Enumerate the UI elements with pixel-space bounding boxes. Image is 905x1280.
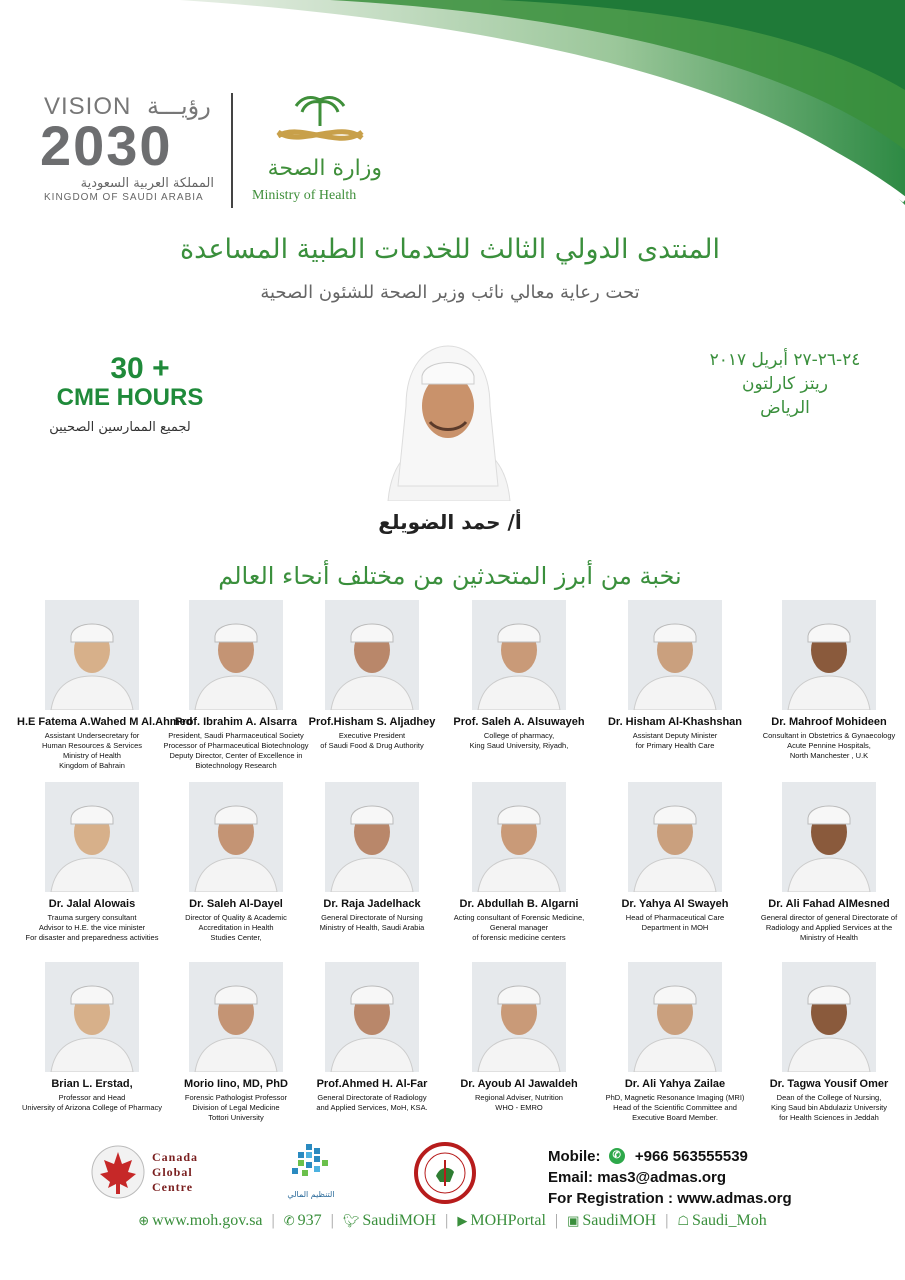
speaker-role-line: Head of the Scientific Committee and (613, 1103, 737, 1112)
vision-2030-logo (40, 92, 220, 212)
speaker-role-line: PhD, Magnetic Resonance Imaging (MRI) (605, 1093, 745, 1102)
speaker-role-line: Advisor to H.E. the vice minister (38, 923, 146, 932)
globe-icon: ⊕ (138, 1213, 150, 1229)
footer-divider: | (330, 1212, 334, 1230)
speaker-name: Dr. Yahya Al Swayeh (621, 898, 729, 910)
speaker-role-line: and Applied Services, MoH, KSA. (316, 1103, 428, 1112)
speaker-name: Dr. Ali Yahya Zailae (624, 1078, 726, 1090)
speaker-photo (628, 962, 722, 1072)
speaker-photo (189, 600, 283, 710)
footer-bar (0, 1212, 905, 1242)
speaker-role-line: Kingdom of Bahrain (59, 761, 125, 770)
speaker-card (297, 962, 447, 1132)
speaker-card (17, 782, 167, 952)
registration-label: For Registration : (548, 1190, 674, 1207)
speaker-role-line: University of Arizona College of Pharmacy (21, 1103, 163, 1112)
snapchat-icon: ☖ (677, 1213, 690, 1229)
twitter-icon: 🐦︎ (342, 1213, 360, 1229)
speaker-photo (189, 962, 283, 1072)
speaker-name: Prof.Ahmed H. Al-Far (316, 1078, 428, 1090)
moh-logo (248, 92, 388, 212)
speaker-name: Dr. Abdullah B. Algarni (459, 898, 579, 910)
speaker-role-line: Director of Quality & Academic (185, 913, 287, 922)
footer-facebook[interactable]: SaudiMOH (582, 1212, 657, 1230)
speaker-role-line: Forensic Pathologist Professor (184, 1093, 288, 1102)
tanzeem-label: التنظيم المالي (287, 1190, 335, 1199)
speakers-heading: نخبة من أبرز المتحدثين من مختلف أنحاء العالم (218, 562, 682, 590)
footer-divider: | (554, 1212, 559, 1230)
speaker-name: H.E Fatema A.Wahed M Al.Ahmed (17, 716, 193, 728)
speaker-card (297, 782, 447, 952)
speaker-role-line: Ministry of Health (800, 933, 858, 942)
facebook-icon: ▣ (567, 1213, 580, 1229)
speaker-role-line: Acute Pennine Hospitals, (787, 741, 871, 750)
speaker-role-line: Regional Adviser, Nutrition (475, 1093, 563, 1102)
cme-label: CME HOURS (56, 384, 204, 411)
vision-country-en: KINGDOM OF SAUDI ARABIA (44, 192, 204, 203)
event-dates: ٢٤-٢٦-٢٧ أبريل ٢٠١٧ (709, 350, 861, 370)
footer-divider: | (665, 1212, 669, 1230)
speaker-name: Dr. Hisham Al-Khashshan (607, 716, 743, 728)
speaker-card (444, 600, 594, 770)
speaker-name: Prof. Ibrahim A. Alsarra (174, 716, 298, 728)
speaker-card (600, 600, 750, 770)
sponsor-canada-line3: Centre (152, 1180, 194, 1194)
speaker-role-line: Ministry of Health, Saudi Arabia (319, 923, 425, 932)
speaker-role-line: of Saudi Food & Drug Authority (320, 741, 424, 750)
speaker-role-line: Accreditation in Health (198, 923, 274, 932)
speaker-role-line: for Primary Health Care (635, 741, 715, 750)
speaker-name: Dr. Saleh Al-Dayel (189, 898, 283, 910)
speaker-card (600, 962, 750, 1132)
speaker-role-line: Executive President (338, 731, 406, 740)
event-venue: ريتز كارلتون (742, 374, 828, 394)
speaker-card (754, 600, 904, 770)
mobile-number[interactable]: +966 563555539 (634, 1148, 748, 1165)
speaker-photo (628, 600, 722, 710)
guest-photo (366, 336, 531, 501)
speaker-role-line: For disaster and preparedness activities (25, 933, 159, 942)
moh-name-ar: وزارة الصحة (267, 156, 382, 181)
speaker-role-line: Head of Pharmaceutical Care (625, 913, 725, 922)
registration-link[interactable]: www.admas.org (677, 1190, 792, 1207)
speaker-role-line: Deputy Director, Center of Excellence in (169, 751, 303, 760)
event-subtitle: تحت رعاية معالي نائب وزير الصحة للشئون الصحية (260, 282, 640, 303)
youtube-icon: ▶ (457, 1213, 468, 1229)
speaker-role-line: for Health Sciences in Jeddah (779, 1113, 879, 1122)
contact-block (548, 1146, 888, 1209)
footer-twitter[interactable]: SaudiMOH (362, 1212, 437, 1230)
speaker-name: Brian L. Erstad, (51, 1078, 133, 1090)
footer-website[interactable]: www.moh.gov.sa (152, 1212, 263, 1230)
speaker-card (161, 782, 311, 952)
footer-divider: | (271, 1212, 275, 1230)
speaker-name: Dr. Mahroof Mohideen (771, 716, 887, 728)
email-label: Email: (548, 1169, 594, 1186)
speaker-photo (472, 782, 566, 892)
pharmaceutical-society-logo (414, 1142, 476, 1204)
speaker-name: Dr. Ayoub Al Jawaldeh (460, 1078, 578, 1090)
speaker-card (161, 600, 311, 770)
speaker-role-line: Department in MOH (641, 923, 709, 932)
email-address[interactable]: mas3@admas.org (597, 1169, 727, 1186)
speaker-role-line: Assistant Undersecretary for (44, 731, 140, 740)
speaker-card (600, 782, 750, 952)
moh-emblem-icon (270, 92, 370, 156)
vision-label: VISION (44, 93, 132, 120)
speaker-photo (782, 962, 876, 1072)
speaker-name: Dr. Jalal Alowais (48, 898, 136, 910)
speaker-card (444, 962, 594, 1132)
speaker-card (17, 600, 193, 770)
sponsor-canada-line1: Canada (152, 1150, 199, 1164)
speaker-photo (325, 782, 419, 892)
speaker-role-line: King Saud University, Riyadh, (469, 741, 569, 750)
event-details (660, 348, 905, 420)
speaker-card (161, 962, 311, 1132)
speaker-role-line: General Directorate of Nursing (321, 913, 423, 922)
speaker-photo (325, 962, 419, 1072)
speaker-photo (628, 782, 722, 892)
tanzeem-logo (276, 1140, 346, 1206)
grid-logo-icon (288, 1140, 334, 1186)
speaker-name: Dr. Tagwa Yousif Omer (769, 1078, 889, 1090)
speaker-role-line: General Directorate of Radiology (317, 1093, 427, 1102)
speaker-card (754, 782, 904, 952)
speaker-name: Morio Iino, MD, PhD (184, 1078, 288, 1090)
logo-divider (231, 93, 233, 208)
speaker-role-line: President, Saudi Pharmaceutical Society (168, 731, 304, 740)
speaker-photo (782, 600, 876, 710)
speaker-role-line: General director of general Directorate of (760, 913, 898, 922)
footer-phone[interactable]: 937 (297, 1212, 322, 1230)
mobile-label: Mobile: (548, 1148, 601, 1165)
speaker-role-line: College of pharmacy, (483, 731, 555, 740)
speaker-card (444, 782, 594, 952)
speaker-role-line: Studies Center, (210, 933, 262, 942)
speaker-role-line: General manager (489, 923, 549, 932)
speaker-name: Dr. Ali Fahad AlMesned (768, 898, 890, 910)
speaker-role-line: Professor and Head (58, 1093, 126, 1102)
canada-global-centre-logo (90, 1144, 230, 1204)
speaker-photo (325, 600, 419, 710)
speaker-name: Dr. Raja Jadelhack (323, 898, 421, 910)
speaker-role-line: Processor of Pharmaceutical Biotechnology (163, 741, 309, 750)
speaker-role-line: Consultant in Obstetrics & Gynaecology (762, 731, 896, 740)
event-city: الرياض (760, 398, 810, 418)
speaker-photo (472, 600, 566, 710)
moh-name-en: Ministry of Health (252, 188, 357, 203)
speaker-role-line: Trauma surgery consultant (47, 913, 137, 922)
speaker-card (754, 962, 904, 1132)
speaker-role-line: Ministry of Health (63, 751, 121, 760)
vision-year: 2030 (40, 114, 173, 177)
footer-snapchat[interactable]: Saudi_Moh (692, 1212, 767, 1230)
event-title: المنتدى الدولي الثالث للخدمات الطبية المساعدة (180, 234, 720, 265)
speaker-name: Prof.Hisham S. Aljadhey (308, 716, 436, 728)
guest-name: أ/ حمد الضويلع (378, 510, 522, 534)
speaker-photo (472, 962, 566, 1072)
phone-icon: ✆ (283, 1213, 295, 1229)
footer-youtube[interactable]: MOHPortal (470, 1212, 546, 1230)
speaker-role-line: Dean of the College of Nursing, (776, 1093, 882, 1102)
speaker-photo (782, 782, 876, 892)
whatsapp-icon: ✆ (609, 1148, 625, 1164)
cme-number: 30 + (110, 352, 170, 385)
speaker-role-line: North Manchester , U.K (789, 751, 869, 760)
speaker-card (297, 600, 447, 770)
speaker-name: Prof. Saleh A. Alsuwayeh (453, 716, 585, 728)
vision-country-ar: المملكة العربية السعودية (80, 176, 214, 191)
speaker-photo (45, 962, 139, 1072)
speaker-role-line: WHO - EMRO (495, 1103, 543, 1112)
speaker-role-line: Division of Legal Medicine (192, 1103, 280, 1112)
cme-audience: لجميع الممارسين الصحيين (49, 420, 191, 435)
speaker-role-line: Tottori University (208, 1113, 264, 1122)
speaker-role-line: of forensic medicine centers (472, 933, 566, 942)
speaker-photo (45, 782, 139, 892)
maple-leaf-icon (90, 1144, 146, 1200)
speaker-photo (189, 782, 283, 892)
speaker-photo (45, 600, 139, 710)
sponsor-canada-line2: Global (152, 1165, 193, 1179)
speaker-role-line: Acting consultant of Forensic Medicine, (453, 913, 585, 922)
speaker-role-line: Human Resources & Services (41, 741, 143, 750)
footer-divider: | (445, 1212, 449, 1230)
speaker-role-line: Biotechnology Research (195, 761, 277, 770)
speaker-card (17, 962, 167, 1132)
speaker-role-line: King Saud bin Abdulaziz University (771, 1103, 887, 1112)
vision-label-ar: رؤيـــة (147, 93, 211, 120)
speaker-role-line: Executive Board Member. (632, 1113, 718, 1122)
speaker-role-line: Radiology and Applied Services at the (765, 923, 893, 932)
speaker-role-line: Assistant Deputy Minister (632, 731, 718, 740)
